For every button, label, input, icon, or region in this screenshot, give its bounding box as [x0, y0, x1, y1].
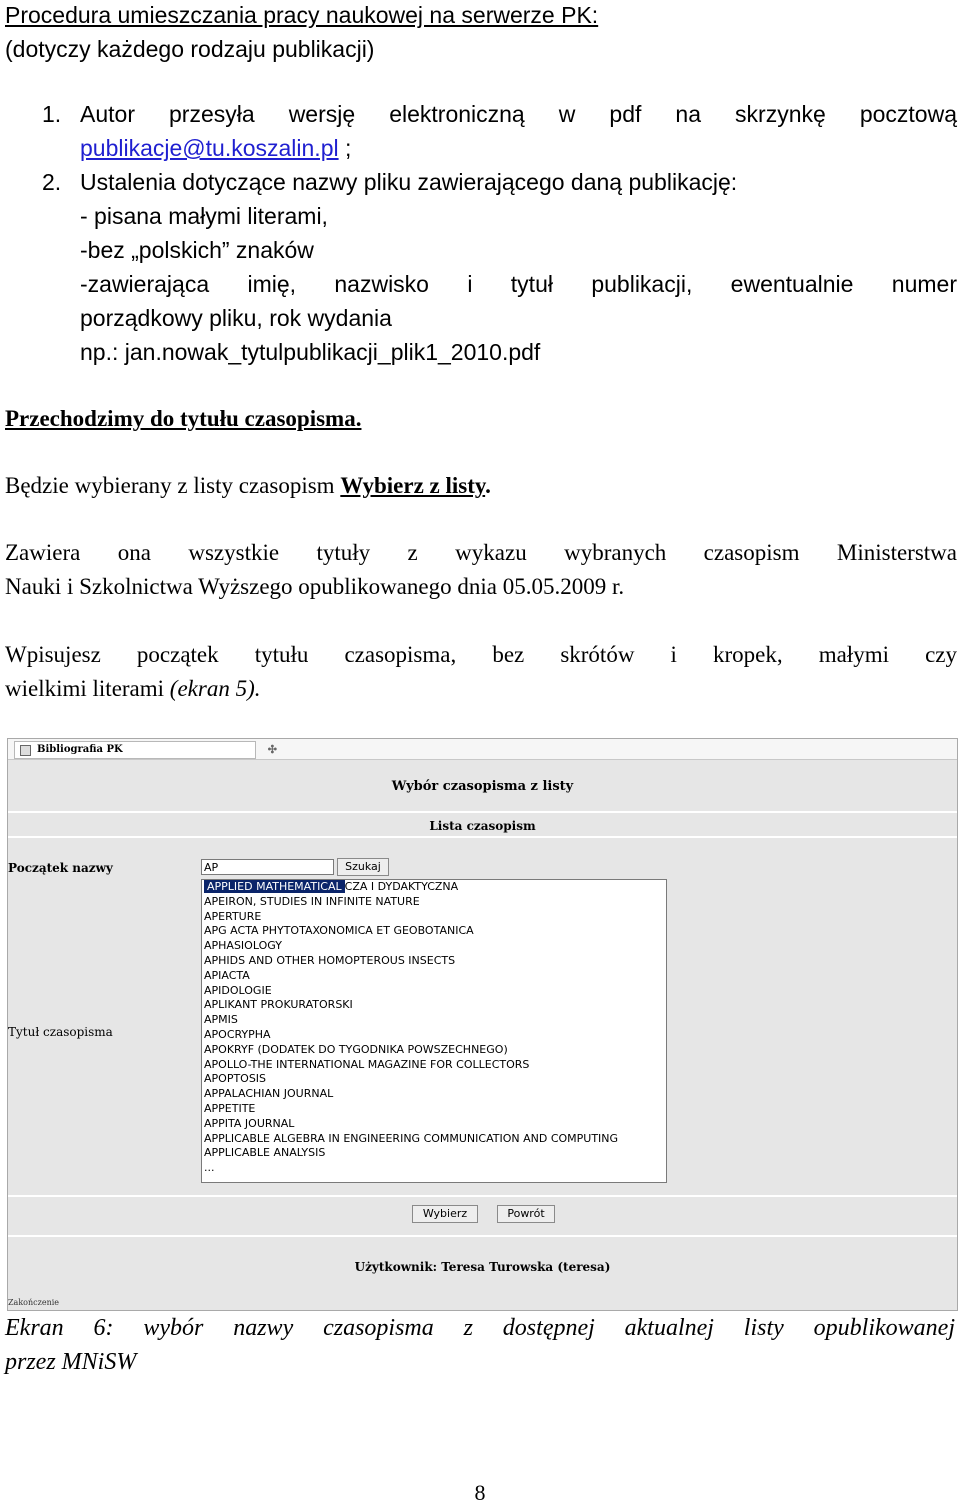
step-2-text: Ustalenia dotyczące nazwy pliku zawierającego daną publikację: — [80, 169, 738, 195]
step-2-bullet-1: - pisana małymi literami, — [80, 203, 328, 229]
step-2-bullet-2: -bez „polskich” znaków — [80, 237, 314, 263]
tab-title: Bibliografia PK — [37, 744, 123, 755]
browser-tab-bar — [8, 739, 957, 760]
search-button[interactable]: Szukaj — [337, 858, 389, 876]
step-1-text: Autor przesyła wersję elektroniczną w pdf na skrzynkę pocztową — [80, 101, 957, 127]
step-1 — [42, 97, 957, 131]
footer-link[interactable]: Zakończenie — [8, 1298, 60, 1307]
step-2-bullet-3-cont: porządkowy pliku, rok wydania — [80, 305, 392, 331]
journal-listbox[interactable] — [201, 879, 667, 1183]
caption-part-2: z dostępnej aktualnej listy opublikowanej — [463, 1315, 955, 1341]
label-journal-title: Tytuł czasopisma — [8, 1025, 113, 1039]
list-item[interactable]: APG ACTA PHYTOTAXONOMICA ET GEOBOTANICA — [204, 924, 474, 938]
list-item[interactable]: APPITA JOURNAL — [204, 1116, 295, 1130]
step-1-number: 1. — [42, 101, 62, 127]
list-item[interactable]: APLIKANT PROKURATORSKI — [204, 998, 353, 1012]
paragraph-2-line-1: Zawiera ona wszystkie tytuły z wykazu wybranych czasopism Ministerstwa — [5, 540, 957, 565]
paragraph-3-text: wielkimi literami — [5, 676, 170, 701]
divider — [8, 1195, 957, 1197]
screen-subtitle: Lista czasopism — [429, 819, 536, 833]
list-item[interactable]: APOLLO-THE INTERNATIONAL MAGAZINE FOR COLLECTORS — [204, 1057, 530, 1071]
paragraph-1-end: . — [485, 473, 491, 498]
list-item[interactable]: APPALACHIAN JOURNAL — [204, 1087, 334, 1101]
caption-line-2: przez MNiSW — [5, 1349, 137, 1375]
paragraph-3-line-2 — [5, 672, 260, 706]
back-button[interactable]: Powrót — [497, 1205, 555, 1223]
caption-line-1 — [5, 1311, 955, 1345]
step-2-number: 2. — [42, 169, 62, 195]
paragraph-1 — [5, 469, 491, 503]
paragraph-3-line-1: Wpisujesz początek tytułu czasopisma, bez skrótów i kropek, małymi czy — [5, 642, 957, 667]
selected-option-highlight: APPLIED MATHEMATICAL — [204, 880, 345, 893]
list-item[interactable]: APOCRYPHA — [204, 1027, 271, 1041]
page-icon — [20, 745, 31, 756]
section-title: Przechodzimy do tytułu czasopisma. — [5, 406, 362, 431]
list-item-selected[interactable] — [202, 880, 666, 895]
filename-example: np.: jan.nowak_tytulpublikacji_plik1_2010.pdf — [80, 339, 541, 365]
paragraph-3-italic: (ekran 5). — [169, 676, 261, 701]
choose-button[interactable]: Wybierz — [412, 1205, 478, 1223]
list-item[interactable]: APPLICABLE ALGEBRA IN ENGINEERING COMMUNICATION AND COMPUTING — [204, 1131, 619, 1145]
selected-option-rest: CZA I DYDAKTYCZNA — [344, 880, 459, 893]
new-tab-icon[interactable]: ✣ — [267, 743, 277, 756]
divider — [8, 836, 957, 838]
list-item[interactable]: APIDOLOGIE — [204, 983, 272, 997]
page-number: 8 — [474, 1480, 486, 1505]
logged-in-user: Użytkownik: Teresa Turowska (teresa) — [354, 1260, 611, 1274]
list-item[interactable]: APIACTA — [204, 968, 250, 982]
label-name-start: Początek nazwy — [8, 861, 113, 875]
paragraph-2-line-2: Nauki i Szkolnictwa Wyższego opublikowanego dnia 05.05.2009 r. — [5, 574, 625, 599]
wybierz-z-listy-text: Wybierz z listy — [340, 473, 486, 498]
list-item[interactable]: APPETITE — [204, 1101, 256, 1115]
screen-title: Wybór czasopisma z listy — [391, 779, 574, 794]
list-item[interactable]: ... — [204, 1161, 215, 1175]
journal-selection-screenshot — [7, 738, 958, 1311]
step-1-email-line — [80, 131, 351, 165]
step-2 — [42, 165, 737, 199]
list-item[interactable]: APHASIOLOGY — [204, 939, 282, 953]
list-item[interactable]: APOPTOSIS — [204, 1072, 267, 1086]
step-2-bullet-3: -zawierająca imię, nazwisko i tytuł publikacji, ewentualnie numer — [80, 271, 957, 297]
divider — [8, 1235, 957, 1237]
figure-caption — [5, 1311, 955, 1379]
search-input[interactable]: AP — [201, 859, 334, 875]
divider — [8, 811, 957, 813]
step-1-after: ; — [338, 135, 352, 161]
list-item[interactable]: APOKRYF (DODATEK DO TYGODNIKA POWSZECHNEGO) — [204, 1042, 508, 1056]
list-item[interactable]: APEIRON, STUDIES IN INFINITE NATURE — [204, 894, 420, 908]
list-item[interactable]: APPLICABLE ANALYSIS — [204, 1146, 326, 1160]
list-item[interactable]: APMIS — [204, 1013, 238, 1027]
document-heading: Procedura umieszczania pracy naukowej na serwerze PK: — [5, 2, 599, 28]
document-subheading: (dotyczy każdego rodzaju publikacji) — [5, 36, 375, 62]
paragraph-1-lead: Będzie wybierany z listy czasopism — [5, 473, 341, 498]
browser-tab[interactable] — [14, 741, 277, 759]
list-item[interactable]: APHIDS AND OTHER HOMOPTEROUS INSECTS — [204, 953, 456, 967]
email-link[interactable]: publikacje@tu.koszalin.pl — [80, 135, 339, 161]
list-item[interactable]: APERTURE — [204, 909, 262, 923]
caption-part-1: Ekran 6: wybór nazwy czasopisma — [5, 1315, 434, 1341]
